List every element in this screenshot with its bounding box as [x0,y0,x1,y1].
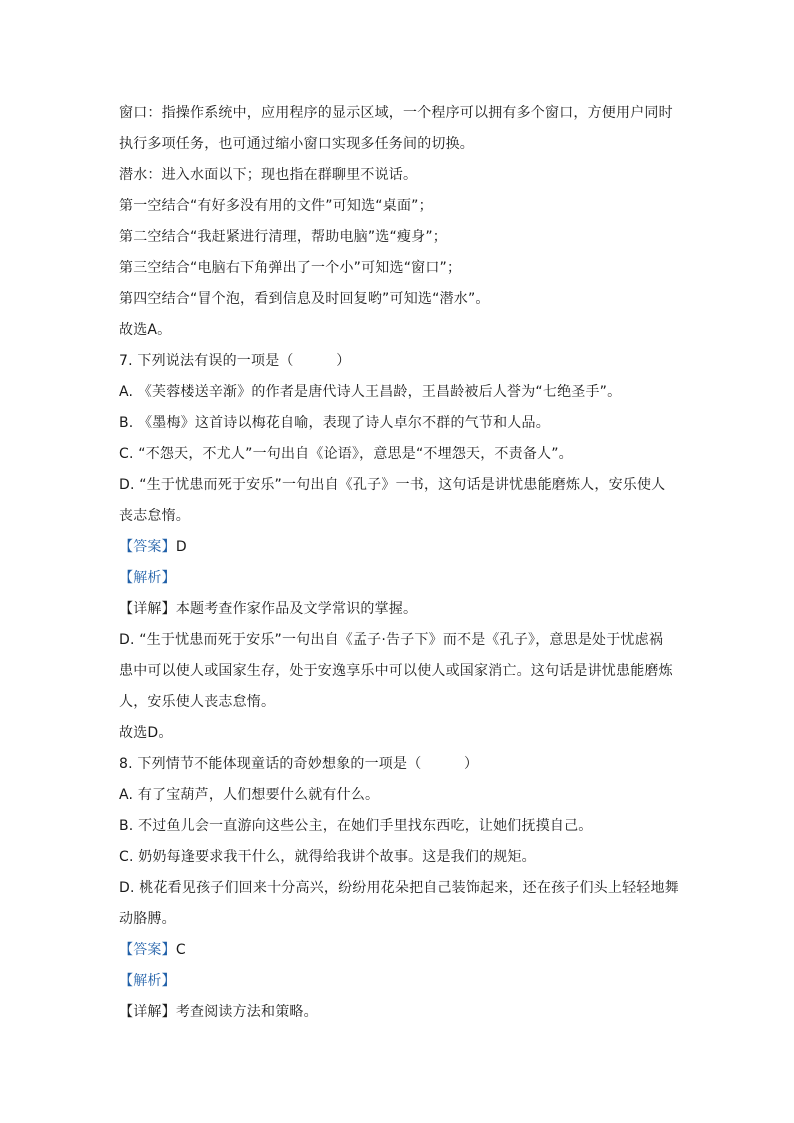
text-line: 患中可以使人或国家生存，处于安逸享乐中可以使人或国家消亡。这句话是讲忧患能磨炼 [119,663,673,679]
question-7-option-d: D. “生于忧患而死于安乐”一句出自《孔子》一书，这句话是讲忧患能磨炼人，安乐使人 [119,477,666,493]
text-line: 第一空结合“有好多没有用的文件”可知选“桌面”； [119,198,433,214]
text-line: 第二空结合“我赶紧进行清理，帮助电脑”选“瘦身”； [119,229,448,245]
answer-tag: 【答案】 [119,539,176,555]
detail-line-q7 [119,599,417,619]
detail-tag: 【详解】 [119,601,176,617]
answer-value: C [175,942,186,958]
answer-tag: 【答案】 [119,942,176,958]
analysis-tag: 【解析】 [119,973,176,989]
text-line: 动胳膊。 [119,911,176,927]
question-8-option-b: B. 不过鱼儿会一直游向这些公主，在她们手里找东西吃，让她们抚摸自己。 [119,818,593,834]
answer-line-q7 [119,537,187,557]
detail-text: 考查阅读方法和策略。 [175,1004,318,1020]
detail-text: 本题考查作家作品及文学常识的掌握。 [175,601,418,617]
text-line: 窗口：指操作系统中，应用程序的显示区域，一个程序可以拥有多个窗口，方便用户同时 [119,105,673,121]
answer-line-q8 [119,940,186,960]
analysis-line-q8 [119,971,176,991]
answer-value: D [175,539,187,555]
detail-line-q8 [119,1002,318,1022]
question-7-stem: 7. 下列说法有误的一项是（ ） [119,353,351,369]
text-line: 潜水：进入水面以下；现也指在群聊里不说话。 [119,167,418,183]
question-7-option-b: B. 《墨梅》这首诗以梅花自喻，表现了诗人卓尔不群的气节和人品。 [119,415,550,431]
question-8-option-c: C. 奶奶每逢要求我干什么，就得给我讲个故事。这是我们的规矩。 [119,849,536,865]
detail-tag: 【详解】 [119,1004,176,1020]
text-line: 第四空结合“冒个泡，看到信息及时回复哟”可知选“潜水”。 [119,291,490,307]
question-8-stem: 8. 下列情节不能体现童话的奇妙想象的一项是（ ） [119,756,479,772]
text-line: 第三空结合“电脑右下角弹出了一个小”可知选“窗口”； [119,260,462,276]
question-7-option-c: C. “不怨天，不尤人”一句出自《论语》，意思是“不埋怨天，不责备人”。 [119,446,573,462]
text-line: 丧志怠惰。 [119,508,190,524]
analysis-tag: 【解析】 [119,570,176,586]
question-8-option-a: A. 有了宝葫芦，人们想要什么就有什么。 [119,787,380,803]
question-8-option-d: D. 桃花看见孩子们回来十分高兴，纷纷用花朵把自己装饰起来，还在孩子们头上轻轻地舞 [119,880,679,896]
text-line: 执行多项任务，也可通过缩小窗口实现多任务间的切换。 [119,136,474,152]
text-line: 故选D。 [119,725,173,741]
text-line: 故选A。 [119,322,172,338]
question-7-option-a: A. 《芙蓉楼送辛渐》的作者是唐代诗人王昌龄，王昌龄被后人誉为“七绝圣手”。 [119,384,622,400]
text-line: 人，安乐使人丧志怠惰。 [119,694,276,710]
text-line: D. “生于忧患而死于安乐”一句出自《孟子·告子下》而不是《孔子》，意思是处于忧虑祸 [119,632,664,648]
analysis-line-q7 [119,568,176,588]
